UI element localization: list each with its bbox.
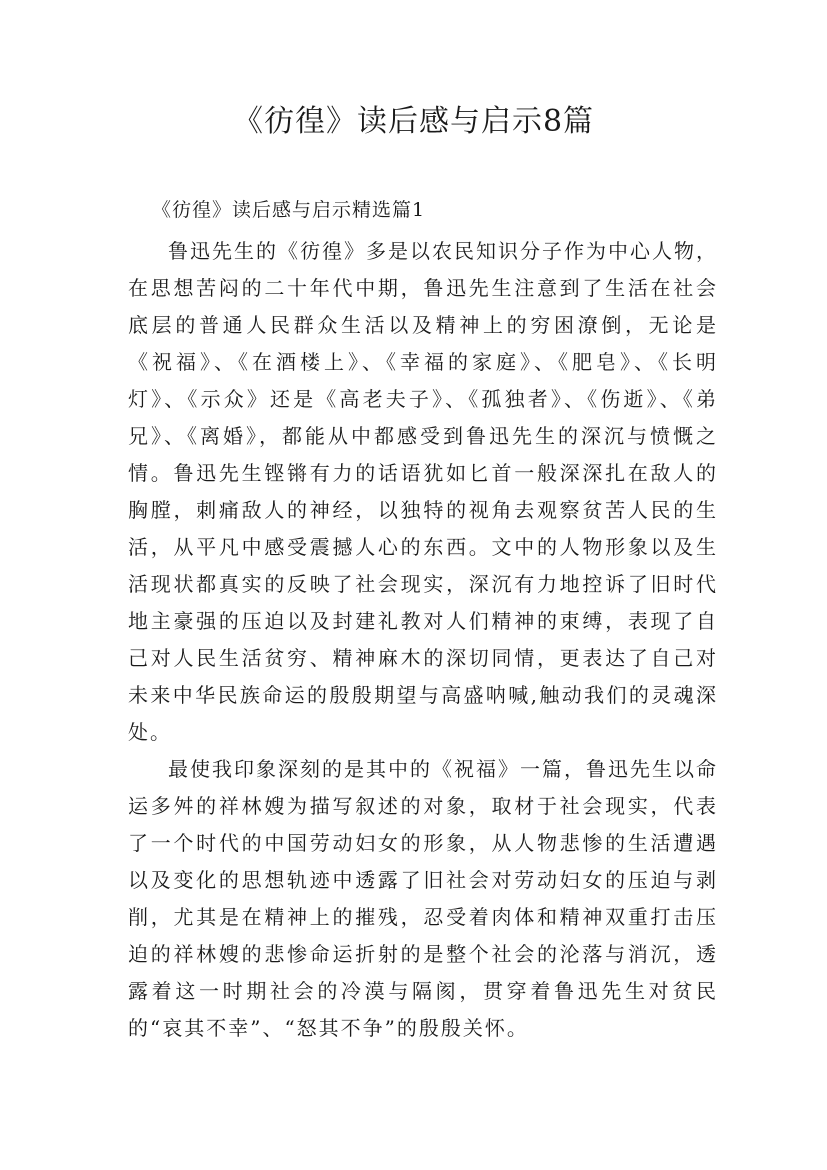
paragraph-1: 鲁迅先生的《彷徨》多是以农民知识分子作为中心人物，在思想苦闷的二十年代中期，鲁迅先生注意到了生活在社会底层的普通人民群众生活以及精神上的穷困潦倒，无论是《祝福》、《在酒楼上》、《幸福的家庭》、《肥皂》、《长明灯》、《示众》还是《高老夫子》、《孤独者》、《伤逝》、《弟兄》、《离婚》，都能从中都感受到鲁迅先生的深沉与愤慨之情。鲁迅先生铿锵有力的话语犹如匕首一般深深扎在敌人的胸膛，刺痛敌人的神经，以独特的视角去观察贫苦人民的生活，从平凡中感受震撼人心的东西。文中的人物形象以及生活现状都真实的反映了社会现实，深沉有力地控诉了旧时代地主豪强的压迫以及封建礼教对人们精神的束缚，表现了自己对人民生活贫穷、精神麻木的深切同情，更表达了自己对未来中华民族命运的殷殷期望与高盛呐喊,触动我们的灵魂深处。 [128,239,718,744]
document-body [128,192,718,1047]
section-heading: 《彷徨》读后感与启示精选篇1 [152,199,426,221]
paragraph-2: 最使我印象深刻的是其中的《祝福》一篇，鲁迅先生以命运多舛的祥林嫂为描写叙述的对象，取材于社会现实，代表了一个时代的中国劳动妇女的形象，从人物悲惨的生活遭遇以及变化的思想轨迹中透露了旧社会对劳动妇女的压迫与剥削，尤其是在精神上的摧残，忍受着肉体和精神双重打击压迫的祥林嫂的悲惨命运折射的是整个社会的沦落与消沉，透露着这一时期社会的冷漠与隔阂，贯穿着鲁迅先生对贫民的“哀其不幸”、“怒其不争”的殷殷关怀。 [128,757,718,1040]
document-title: 《彷徨》读后感与启示8篇 [232,104,595,139]
